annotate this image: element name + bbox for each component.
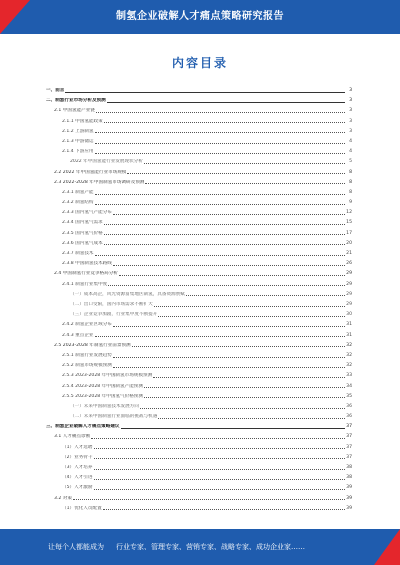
table-of-contents [46, 86, 352, 514]
toc-dot-leader [158, 418, 345, 419]
toc-entry[interactable] [46, 463, 352, 471]
toc-entry[interactable] [46, 178, 352, 186]
footer-slogan: 让每个人都能成为 [48, 543, 104, 551]
toc-entry[interactable] [46, 188, 352, 196]
toc-entry[interactable] [46, 127, 352, 135]
toc-dot-leader [103, 509, 345, 510]
toc-dot-leader [65, 92, 345, 93]
toc-entry-title: 3.1 人才痛点诊断 [54, 434, 91, 440]
toc-entry-title: （三）企业竞争加剧，行业集中度不断提升 [70, 312, 158, 318]
toc-entry[interactable] [46, 106, 352, 114]
toc-entry[interactable] [46, 432, 352, 440]
toc-entry[interactable] [46, 86, 352, 94]
toc-entry-title: 2.4.3 重点企业 [62, 332, 94, 338]
toc-entry-page: 4 [349, 149, 352, 155]
toc-entry[interactable] [46, 494, 352, 502]
toc-entry-title: 2.1.2 上游制氢 [62, 128, 94, 134]
toc-dot-leader [104, 244, 345, 245]
toc-entry[interactable] [46, 320, 352, 328]
toc-entry[interactable] [46, 239, 352, 247]
toc-entry-page: 8 [349, 189, 352, 195]
toc-dot-leader [144, 163, 345, 164]
toc-entry-title: 2.2 2022 年中国氢能行业市场规模 [54, 169, 127, 175]
toc-dot-leader [95, 132, 345, 133]
toc-entry-page: 39 [346, 505, 352, 511]
toc-entry-title: 2.4.1 制氢行业集中度 [62, 281, 108, 287]
toc-entry[interactable] [46, 290, 352, 298]
toc-entry[interactable] [46, 198, 352, 206]
toc-dot-leader [73, 499, 345, 500]
toc-dot-leader [107, 102, 345, 103]
toc-dot-leader [95, 143, 345, 144]
toc-entry[interactable] [46, 96, 352, 104]
page-header [0, 0, 400, 34]
toc-entry-title: 2.4.2 制氢企业区域分布 [62, 322, 112, 328]
toc-entry[interactable] [46, 137, 352, 145]
toc-entry-page: 34 [346, 383, 352, 389]
toc-entry[interactable] [46, 382, 352, 390]
toc-dot-leader [96, 112, 345, 113]
toc-entry-title: （二）出口受限，国内市场需求不断扩大 [70, 302, 153, 307]
toc-entry[interactable] [46, 504, 352, 512]
toc-entry[interactable] [46, 473, 352, 481]
toc-entry-title: （4）人才引进 [62, 475, 93, 481]
toc-entry-page: 36 [346, 414, 352, 420]
toc-entry-title: 2.3 2022-2028 年中国制氢市场调研及预测 [54, 179, 145, 185]
toc-entry-page: 35 [346, 393, 352, 399]
toc-entry-title: 2.1 中国氢能产业链 [54, 108, 95, 114]
toc-entry[interactable] [46, 392, 352, 400]
toc-dot-leader [95, 204, 345, 205]
footer-roles: 行业专家、管理专家、营销专家、战略专家、成功企业家…… [116, 543, 305, 551]
toc-entry-page: 39 [346, 485, 352, 491]
toc-entry-title: 3.2 对策 [54, 495, 72, 501]
toc-entry-page: 32 [346, 363, 352, 369]
toc-entry[interactable] [46, 341, 352, 349]
toc-entry-page: 3 [349, 88, 352, 93]
toc-dot-leader [91, 438, 345, 439]
toc-entry-page: 29 [346, 302, 352, 307]
toc-entry-title: 2.5.4 2023-2028 年中国制氢产能预测 [62, 383, 143, 389]
toc-entry-title: （二）未来中国制氢行业面临的挑战与机遇 [70, 414, 158, 420]
toc-entry-title: 2.1.1 中国氢能政策 [62, 118, 103, 124]
toc-entry[interactable] [46, 351, 352, 359]
toc-entry-page: 29 [346, 271, 352, 277]
toc-dot-leader [94, 489, 346, 490]
toc-dot-leader [145, 183, 345, 184]
toc-dot-leader [154, 306, 345, 307]
toc-dot-leader [158, 316, 345, 317]
toc-entry-page: 32 [346, 352, 352, 358]
toc-entry-page: 38 [346, 465, 352, 471]
toc-entry-page: 38 [346, 475, 352, 481]
toc-dot-leader [144, 387, 345, 388]
toc-entry[interactable] [46, 422, 352, 430]
toc-entry[interactable] [46, 412, 352, 420]
toc-entry-page: 4 [349, 138, 352, 144]
toc-entry-title: （1）人才选聘 [62, 444, 93, 450]
toc-entry-page: 31 [346, 322, 352, 328]
toc-entry[interactable] [46, 269, 352, 277]
toc-entry-title: 三、制氢企业破解人才痛点策略建议 [46, 424, 120, 430]
toc-entry[interactable] [46, 168, 352, 176]
toc-entry-title: 2.5.3 2023-2028 年中国制氢市场规模预测 [62, 373, 153, 379]
toc-dot-leader [132, 346, 345, 347]
toc-entry-page: 3 [349, 108, 352, 114]
toc-entry-page: 30 [346, 312, 352, 318]
toc-heading: 内容目录 [171, 56, 228, 70]
toc-entry-page: 17 [346, 230, 352, 236]
toc-entry[interactable] [46, 300, 352, 308]
toc-entry[interactable] [46, 361, 352, 369]
toc-entry-title: 二、制氢行业市场分析及预测 [46, 98, 106, 104]
toc-dot-leader [113, 214, 345, 215]
toc-entry-page: 3 [349, 98, 352, 104]
report-title: 制氢企业破解人才痛点策略研究报告 [116, 11, 284, 22]
toc-entry-page: 36 [346, 403, 352, 409]
toc-dot-leader [94, 479, 346, 480]
toc-entry-page: 8 [349, 169, 352, 175]
toc-dot-leader [104, 122, 345, 123]
toc-dot-leader [95, 255, 345, 256]
toc-entry-title: 2022 年中国氢能行业发展现状分析 [70, 159, 143, 165]
toc-entry[interactable] [46, 117, 352, 125]
toc-entry[interactable] [46, 483, 352, 491]
toc-dot-leader [108, 285, 345, 286]
toc-entry-title: 2.5.5 2023-2028 年中国氢气价格预测 [62, 393, 143, 399]
toc-entry-page: 15 [346, 220, 352, 226]
page-footer [0, 529, 400, 565]
toc-dot-leader [95, 194, 345, 195]
toc-entry-page: 3 [349, 118, 352, 124]
toc-entry[interactable] [46, 208, 352, 216]
toc-entry-page: 9 [349, 200, 352, 206]
toc-entry-page: 33 [346, 373, 352, 379]
toc-entry[interactable] [46, 280, 352, 288]
toc-entry-title: 2.5 2023-2028 年制氢行业前景预测 [54, 342, 131, 348]
toc-entry-title: 2.3.1 制氢产能 [62, 189, 94, 195]
toc-dot-leader [104, 224, 345, 225]
toc-entry-title: 2.3.7 制氢技术 [62, 251, 94, 257]
toc-entry-page: 26 [346, 261, 352, 267]
toc-dot-leader [94, 458, 346, 459]
toc-dot-leader [113, 357, 345, 358]
toc-entry-title: 2.4 中国制氢行业竞争格局分析 [54, 271, 118, 277]
toc-dot-leader [119, 275, 345, 276]
toc-dot-leader [127, 173, 345, 174]
toc-entry[interactable] [46, 147, 352, 155]
toc-entry-title: 2.3.5 国内氢气价格 [62, 230, 103, 236]
toc-entry-title: 2.5.2 制氢市场规模预测 [62, 363, 112, 369]
toc-dot-leader [153, 377, 345, 378]
footer-slogan-line [48, 529, 305, 565]
toc-entry[interactable] [46, 453, 352, 461]
toc-dot-leader [95, 153, 345, 154]
toc-dot-leader [186, 295, 345, 296]
toc-entry-page: 21 [346, 251, 352, 257]
toc-entry-title: 2.3.4 国内氢气需求 [62, 220, 103, 226]
toc-entry[interactable] [46, 402, 352, 410]
toc-entry[interactable] [46, 249, 352, 257]
toc-entry-page: 31 [346, 332, 352, 338]
toc-entry-page: 29 [346, 281, 352, 287]
toc-entry-title: （2）业务骨干 [62, 454, 93, 460]
toc-entry-page: 32 [346, 342, 352, 348]
toc-entry[interactable] [46, 371, 352, 379]
toc-entry[interactable] [46, 310, 352, 318]
toc-entry-page: 39 [346, 495, 352, 501]
toc-dot-leader [95, 336, 345, 337]
toc-entry-title: （1）优化人员配置 [62, 505, 102, 511]
toc-dot-leader [94, 448, 346, 449]
toc-entry-title: （3）人才培养 [62, 465, 93, 471]
toc-entry-title: （一）未来中国制氢技术发展方向 [70, 403, 139, 409]
toc-entry-page: 37 [346, 454, 352, 460]
toc-dot-leader [144, 397, 345, 398]
toc-entry-page: 8 [349, 179, 352, 185]
toc-entry-page: 29 [346, 291, 352, 297]
toc-entry-title: 一、前言 [46, 88, 65, 93]
toc-entry-title: （一）成本高企，风光资源富集地区制氢，具备资源禀赋 [70, 291, 185, 297]
toc-entry-title: 2.3.8 中国制氢技术路线 [62, 261, 112, 267]
toc-entry-title: 2.1.3 中游储运 [62, 138, 94, 144]
toc-entry-title: 2.1.4 下游应用 [62, 149, 94, 155]
toc-entry-title: 2.5.1 制氢行业发展趋势 [62, 352, 112, 358]
toc-dot-leader [121, 428, 345, 429]
toc-entry-title: 2.3.3 国内氢气产能分布 [62, 210, 112, 216]
toc-entry-page: 37 [346, 424, 352, 430]
toc-entry[interactable] [46, 229, 352, 237]
toc-entry[interactable] [46, 331, 352, 339]
toc-entry-page: 20 [346, 240, 352, 246]
toc-entry[interactable] [46, 218, 352, 226]
toc-dot-leader [140, 408, 345, 409]
toc-entry-page: 5 [349, 159, 352, 165]
toc-entry-page: 37 [346, 444, 352, 450]
footer-red-accent [374, 529, 400, 565]
toc-entry[interactable] [46, 157, 352, 165]
toc-dot-leader [113, 265, 345, 266]
toc-entry[interactable] [46, 259, 352, 267]
toc-entry-page: 3 [349, 128, 352, 134]
toc-entry-title: 2.3.2 制氢结构 [62, 200, 94, 206]
toc-entry-page: 12 [346, 210, 352, 216]
toc-entry-page: 37 [346, 434, 352, 440]
toc-dot-leader [113, 367, 345, 368]
toc-entry[interactable] [46, 443, 352, 451]
toc-dot-leader [94, 469, 346, 470]
toc-entry-title: （5）人才激励 [62, 485, 93, 491]
toc-dot-leader [104, 234, 345, 235]
toc-dot-leader [113, 326, 345, 327]
toc-entry-title: 2.3.6 国内氢气成本 [62, 240, 103, 246]
